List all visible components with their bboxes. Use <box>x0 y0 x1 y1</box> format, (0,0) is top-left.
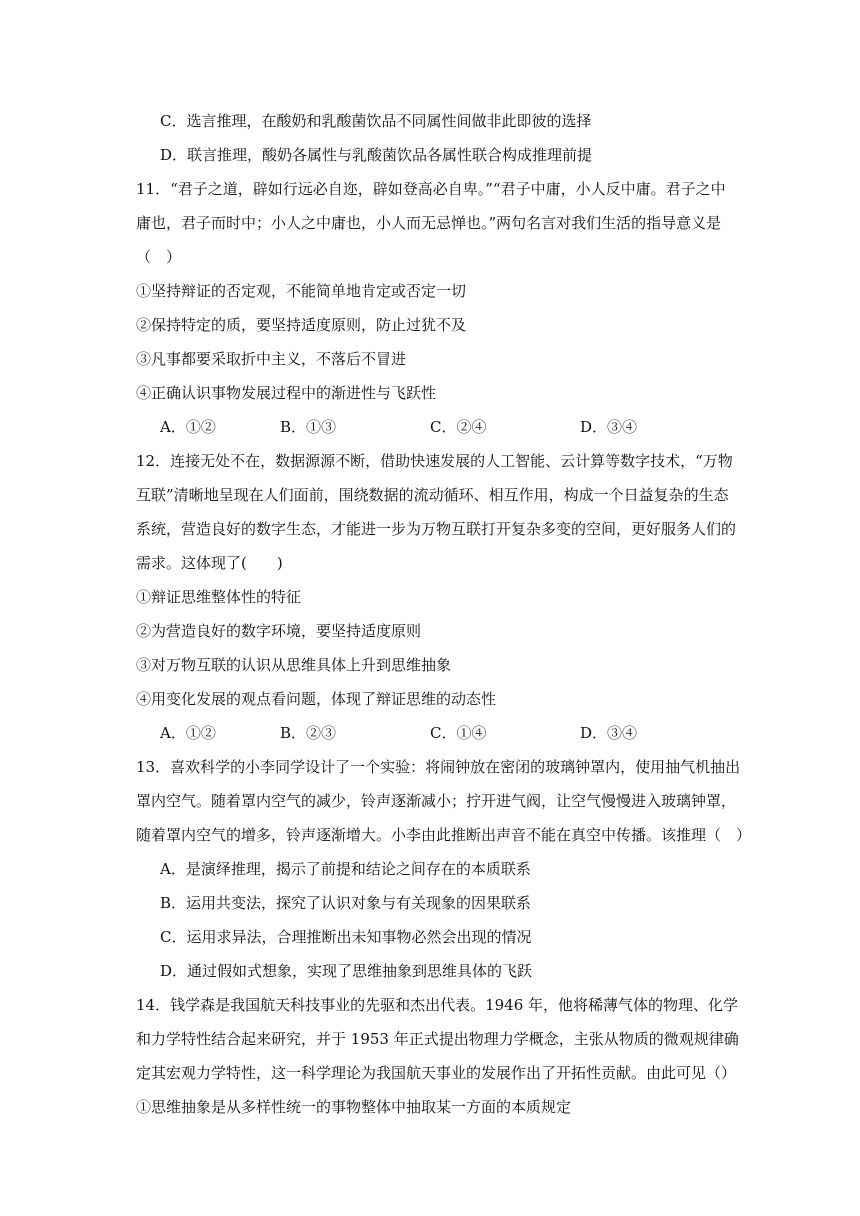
q13-option-d: D．通过假如式想象，实现了思维抽象到思维具体的飞跃 <box>160 962 533 980</box>
q11-option-b: B．①③ <box>280 418 337 436</box>
q14-stem-line-3: 定其宏观力学特性，这一科学理论为我国航天事业的发展作出了开拓性贡献。由此可见（） <box>136 1064 737 1082</box>
q11-option-c: C．②④ <box>430 418 487 436</box>
q13-option-a: A．是演绎推理，揭示了前提和结论之间存在的本质联系 <box>160 860 531 878</box>
q12-option-c: C．①④ <box>430 724 487 742</box>
q11-option-d: D．③④ <box>580 418 638 436</box>
q13-option-c: C．运用求异法，合理推断出未知事物必然会出现的情况 <box>160 928 532 946</box>
q13-stem-line-2: 罩内空气。随着罩内空气的减少，铃声逐渐减小；拧开进气阀，让空气慢慢进入玻璃钟罩， <box>136 792 737 810</box>
q12-options <box>160 722 720 744</box>
q12-statement-4: ④用变化发展的观点看问题，体现了辩证思维的动态性 <box>136 690 497 708</box>
q12-statement-3: ③对万物互联的认识从思维具体上升到思维抽象 <box>136 656 452 674</box>
q12-stem-line-1: 12．连接无处不在，数据源源不断，借助快速发展的人工智能、云计算等数字技术，“万物 <box>136 452 733 470</box>
q14-stem-line-1: 14．钱学森是我国航天科技事业的先驱和杰出代表。1946 年，他将稀薄气体的物理、化学 <box>136 996 739 1014</box>
q11-stem-line-3: （ ） <box>136 248 182 266</box>
q14-statement-1: ①思维抽象是从多样性统一的事物整体中抽取某一方面的本质规定 <box>136 1098 572 1116</box>
q13-stem-line-3: 随着罩内空气的增多，铃声逐渐增大。小李由此推断出声音不能在真空中传播。该推理（ ） <box>136 826 752 844</box>
q12-statement-1: ①辩证思维整体性的特征 <box>136 588 302 606</box>
q12-stem-line-3: 系统，营造良好的数字生态，才能进一步为万物互联打开复杂多变的空间，更好服务人们的 <box>136 520 737 538</box>
q12-stem-line-2: 互联”清晰地呈现在人们面前，围绕数据的流动循环、相互作用，构成一个日益复杂的生态 <box>136 486 729 504</box>
q13-stem-line-1: 13．喜欢科学的小李同学设计了一个实验：将闹钟放在密闭的玻璃钟罩内，使用抽气机抽出 <box>136 758 741 776</box>
q11-statement-3: ③凡事都要采取折中主义，不落后不冒进 <box>136 350 407 368</box>
q13-option-b: B．运用共变法，探究了认识对象与有关现象的因果联系 <box>160 894 532 912</box>
q12-statement-2: ②为营造良好的数字环境，要坚持适度原则 <box>136 622 422 640</box>
q11-statement-1: ①坚持辩证的否定观，不能简单地肯定或否定一切 <box>136 282 467 300</box>
q12-option-a: A．①② <box>160 724 216 742</box>
q11-option-a: A．①② <box>160 418 216 436</box>
q12-option-b: B．②③ <box>280 724 337 742</box>
q11-statement-4: ④正确认识事物发展过程中的渐进性与飞跃性 <box>136 384 437 402</box>
q11-stem-line-1: 11．“君子之道，辟如行远必自迩，辟如登高必自卑。”“君子中庸，小人反中庸。君子之中 <box>136 180 726 198</box>
q14-stem-line-2: 和力学特性结合起来研究，并于 1953 年正式提出物理力学概念，主张从物质的微观规律确 <box>136 1030 739 1048</box>
q11-statement-2: ②保持特定的质，要坚持适度原则，防止过犹不及 <box>136 316 467 334</box>
q10-option-d: D．联言推理，酸奶各属性与乳酸菌饮品各属性联合构成推理前提 <box>160 146 593 164</box>
q12-stem-line-4: 需求。这体现了( ) <box>136 554 283 572</box>
q11-options <box>160 416 720 438</box>
q12-option-d: D．③④ <box>580 724 638 742</box>
q11-stem-line-2: 庸也，君子而时中；小人之中庸也，小人而无忌惮也。”两句名言对我们生活的指导意义是 <box>136 214 722 232</box>
q10-option-c: C．选言推理，在酸奶和乳酸菌饮品不同属性间做非此即彼的选择 <box>160 112 592 130</box>
